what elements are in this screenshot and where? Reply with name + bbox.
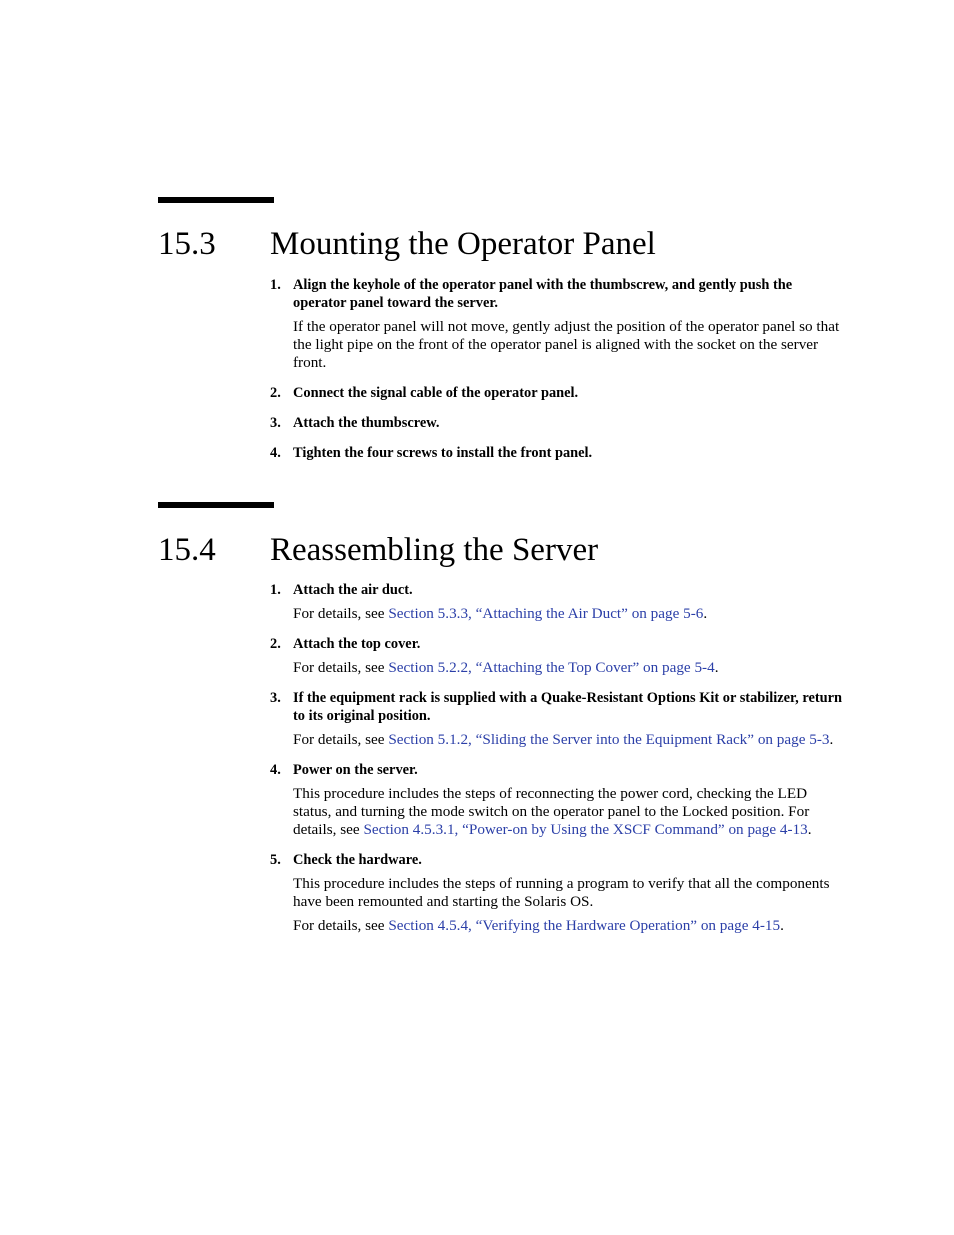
step-detail: For details, see Section 5.1.2, “Sliding the Server into the Equipment Rack” on page 5-3. [293,731,834,748]
cross-reference-link[interactable]: Section 5.2.2, “Attaching the Top Cover” on page 5-4 [388,659,715,676]
step-detail: For details, see Section 5.2.2, “Attaching the Top Cover” on page 5-4. [293,659,719,676]
step-number: 5. [270,852,281,868]
section-rule [158,197,274,203]
step-note: This procedure includes the steps of running a program to verify that all the components have been remounted and starting the Solaris OS. [293,875,830,910]
section-rule [158,502,274,508]
step-text: Check the hardware. [293,852,422,868]
step-text: Attach the top cover. [293,636,421,652]
step-text: Align the keyhole of the operator panel with the thumbscrew, and gently push the operator panel toward the server. [293,277,793,311]
cross-reference-link[interactable]: Section 4.5.3.1, “Power-on by Using the XSCF Command” on page 4-13 [363,821,808,838]
section-number: 15.3 [158,226,216,262]
section-number: 15.4 [158,532,216,568]
step-number: 4. [270,762,281,778]
step-text: Connect the signal cable of the operator panel. [293,385,579,401]
step-item [270,384,842,402]
step-text: Tighten the four screws to install the front panel. [293,445,593,461]
step-number: 2. [270,636,281,652]
step-note: If the operator panel will not move, gently adjust the position of the operator panel so that the light pipe on the front of the operator panel is aligned with the socket on the server front. [293,318,840,371]
step-text: If the equipment rack is supplied with a Quake-Resistant Options Kit or stabilizer, return to its original position. [293,690,843,724]
step-item [270,851,842,935]
cross-reference-link[interactable]: Section 4.5.4, “Verifying the Hardware Operation” on page 4-15 [388,917,781,934]
step-detail: For details, see Section 5.3.3, “Attaching the Air Duct” on page 5-6. [293,605,708,622]
step-detail: This procedure includes the steps of reconnecting the power cord, checking the LED status, and turning the mode switch on the operator panel to the Locked position. For details, see Section 4.5.3.1, “Power-on by Using the XSCF Command” on page 4-13. [293,785,812,838]
section-title: Reassembling the Server [270,532,599,568]
step-item [270,276,842,372]
step-item [270,581,842,623]
step-text: Attach the thumbscrew. [293,415,440,431]
step-item [270,635,842,677]
step-number: 3. [270,415,281,431]
step-list [270,581,842,935]
step-item [270,761,842,839]
section-title: Mounting the Operator Panel [270,226,656,262]
cross-reference-link[interactable]: Section 5.3.3, “Attaching the Air Duct” on page 5-6 [388,605,704,622]
step-item [270,444,842,462]
step-detail: For details, see Section 4.5.4, “Verifying the Hardware Operation” on page 4-15. [293,917,784,934]
step-number: 4. [270,445,281,461]
step-list [270,276,842,462]
step-text: Power on the server. [293,762,418,778]
step-number: 1. [270,582,281,598]
step-text: Attach the air duct. [293,582,413,598]
step-item [270,414,842,432]
step-item [270,689,842,749]
step-number: 1. [270,277,281,293]
cross-reference-link[interactable]: Section 5.1.2, “Sliding the Server into the Equipment Rack” on page 5-3 [388,731,830,748]
step-number: 2. [270,385,281,401]
step-number: 3. [270,690,281,706]
